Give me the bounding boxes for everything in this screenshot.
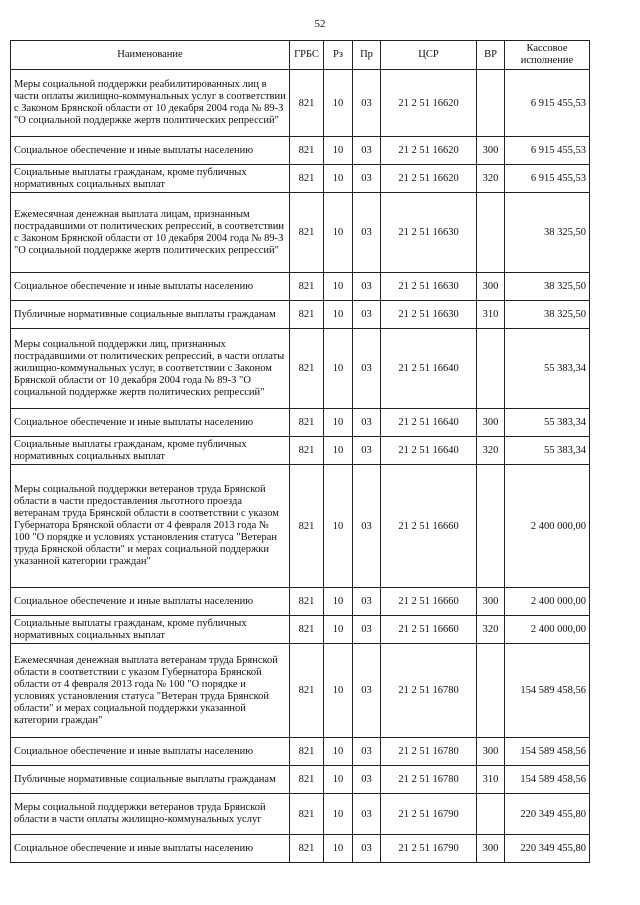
- cell-name: Меры социальной поддержки ветеранов труда Брянской области в части предоставления льготного проезда ветеранам труда Брянской области в соответствии с указом Губернатора Брянской области от 4 февраля 2013 года № 100 "О порядке и условиях установления статуса "Ветеран труда Брянской области" и мерах социальной поддержки указанной категории граждан": [11, 465, 290, 588]
- cell-grbs: 821: [290, 766, 324, 794]
- cell-grbs: 821: [290, 409, 324, 437]
- cell-grbs: 821: [290, 193, 324, 273]
- cell-rz: 10: [324, 465, 353, 588]
- cell-pr: 03: [353, 644, 381, 738]
- budget-execution-table: [10, 40, 590, 863]
- cell-rz: 10: [324, 273, 353, 301]
- cell-csr: 21 2 51 16630: [381, 273, 477, 301]
- cell-vr: 300: [477, 273, 505, 301]
- cell-amount: 2 400 000,00: [505, 588, 590, 616]
- table-row: [11, 766, 590, 794]
- cell-pr: 03: [353, 465, 381, 588]
- cell-pr: 03: [353, 794, 381, 835]
- cell-pr: 03: [353, 329, 381, 409]
- table-row: [11, 273, 590, 301]
- cell-pr: 03: [353, 588, 381, 616]
- cell-vr: 310: [477, 766, 505, 794]
- cell-csr: 21 2 51 16620: [381, 137, 477, 165]
- cell-name: Меры социальной поддержки лиц, признанных пострадавшими от политических репрессий, в части оплаты жилищно-коммунальных услуг, в соответствии с Законом Брянской области от 10 декабря 2004 года № 89-З "О социальной поддержке жертв политических репрессий": [11, 329, 290, 409]
- cell-csr: 21 2 51 16620: [381, 165, 477, 193]
- cell-pr: 03: [353, 137, 381, 165]
- cell-name: Меры социальной поддержки реабилитированных лиц в части оплаты жилищно-коммунальных услуг в соответствии с Законом Брянской области от 10 декабря 2004 года № 89-З "О социальной поддержке жертв политических репрессий": [11, 70, 290, 137]
- cell-rz: 10: [324, 616, 353, 644]
- cell-name: Социальные выплаты гражданам, кроме публичных нормативных социальных выплат: [11, 165, 290, 193]
- cell-amount: 154 589 458,56: [505, 644, 590, 738]
- cell-grbs: 821: [290, 616, 324, 644]
- cell-rz: 10: [324, 193, 353, 273]
- header-rz: Рз: [324, 41, 353, 70]
- cell-name: Социальное обеспечение и иные выплаты населению: [11, 738, 290, 766]
- cell-pr: 03: [353, 616, 381, 644]
- cell-csr: 21 2 51 16640: [381, 409, 477, 437]
- cell-vr: [477, 794, 505, 835]
- cell-amount: 154 589 458,56: [505, 738, 590, 766]
- cell-amount: 2 400 000,00: [505, 616, 590, 644]
- table-row: [11, 588, 590, 616]
- table-row: [11, 137, 590, 165]
- cell-csr: 21 2 51 16630: [381, 193, 477, 273]
- cell-amount: 6 915 455,53: [505, 165, 590, 193]
- cell-csr: 21 2 51 16640: [381, 437, 477, 465]
- cell-name: Меры социальной поддержки ветеранов труда Брянской области в части оплаты жилищно-коммунальных услуг: [11, 794, 290, 835]
- cell-pr: 03: [353, 738, 381, 766]
- table-row: [11, 409, 590, 437]
- cell-csr: 21 2 51 16780: [381, 644, 477, 738]
- cell-vr: [477, 329, 505, 409]
- table-row: [11, 644, 590, 738]
- cell-grbs: 821: [290, 437, 324, 465]
- header-grbs: ГРБС: [290, 41, 324, 70]
- cell-rz: 10: [324, 766, 353, 794]
- table-row: [11, 794, 590, 835]
- cell-rz: 10: [324, 137, 353, 165]
- table-row: [11, 835, 590, 863]
- cell-pr: 03: [353, 301, 381, 329]
- cell-grbs: 821: [290, 137, 324, 165]
- cell-name: Публичные нормативные социальные выплаты гражданам: [11, 301, 290, 329]
- cell-amount: 38 325,50: [505, 193, 590, 273]
- cell-rz: 10: [324, 301, 353, 329]
- cell-name: Социальное обеспечение и иные выплаты населению: [11, 273, 290, 301]
- cell-rz: 10: [324, 437, 353, 465]
- cell-rz: 10: [324, 329, 353, 409]
- cell-csr: 21 2 51 16630: [381, 301, 477, 329]
- cell-vr: 320: [477, 616, 505, 644]
- cell-rz: 10: [324, 70, 353, 137]
- table-row: [11, 465, 590, 588]
- cell-amount: 55 383,34: [505, 437, 590, 465]
- cell-grbs: 821: [290, 588, 324, 616]
- header-row: [11, 41, 590, 70]
- cell-amount: 154 589 458,56: [505, 766, 590, 794]
- cell-csr: 21 2 51 16660: [381, 588, 477, 616]
- cell-name: Социальное обеспечение и иные выплаты населению: [11, 137, 290, 165]
- cell-csr: 21 2 51 16780: [381, 738, 477, 766]
- cell-csr: 21 2 51 16790: [381, 835, 477, 863]
- cell-rz: 10: [324, 738, 353, 766]
- header-vr: ВР: [477, 41, 505, 70]
- cell-csr: 21 2 51 16660: [381, 616, 477, 644]
- cell-amount: 2 400 000,00: [505, 465, 590, 588]
- cell-grbs: 821: [290, 301, 324, 329]
- cell-amount: 220 349 455,80: [505, 835, 590, 863]
- cell-grbs: 821: [290, 794, 324, 835]
- cell-vr: 300: [477, 835, 505, 863]
- cell-vr: 310: [477, 301, 505, 329]
- cell-name: Ежемесячная денежная выплата лицам, признанным пострадавшими от политических репрессий, в соответствии с Законом Брянской области от 10 декабря 2004 года № 89-З "О социальной поддержке жертв политических репрессий": [11, 193, 290, 273]
- cell-vr: 300: [477, 409, 505, 437]
- cell-grbs: 821: [290, 835, 324, 863]
- cell-pr: 03: [353, 835, 381, 863]
- cell-name: Социальные выплаты гражданам, кроме публичных нормативных социальных выплат: [11, 616, 290, 644]
- cell-vr: [477, 644, 505, 738]
- cell-vr: 300: [477, 137, 505, 165]
- cell-vr: [477, 465, 505, 588]
- cell-name: Ежемесячная денежная выплата ветеранам труда Брянской области в соответствии с указом Губернатора Брянской области от 4 февраля 2013 года № 100 "О порядке и условиях установления статуса "Ветеран труда Брянской области" и мерах социальной поддержки указанной категории граждан": [11, 644, 290, 738]
- cell-vr: 320: [477, 165, 505, 193]
- header-csr: ЦСР: [381, 41, 477, 70]
- cell-amount: 220 349 455,80: [505, 794, 590, 835]
- cell-amount: 55 383,34: [505, 409, 590, 437]
- cell-vr: 320: [477, 437, 505, 465]
- cell-pr: 03: [353, 409, 381, 437]
- cell-vr: [477, 193, 505, 273]
- cell-csr: 21 2 51 16620: [381, 70, 477, 137]
- cell-rz: 10: [324, 644, 353, 738]
- table-body: [11, 70, 590, 863]
- cell-pr: 03: [353, 165, 381, 193]
- cell-amount: 38 325,50: [505, 273, 590, 301]
- table-row: [11, 437, 590, 465]
- cell-csr: 21 2 51 16640: [381, 329, 477, 409]
- cell-pr: 03: [353, 70, 381, 137]
- cell-amount: 6 915 455,53: [505, 137, 590, 165]
- cell-name: Социальные выплаты гражданам, кроме публичных нормативных социальных выплат: [11, 437, 290, 465]
- header-name: Наименование: [11, 41, 290, 70]
- cell-rz: 10: [324, 835, 353, 863]
- cell-grbs: 821: [290, 738, 324, 766]
- cell-amount: 6 915 455,53: [505, 70, 590, 137]
- cell-name: Социальное обеспечение и иные выплаты населению: [11, 835, 290, 863]
- cell-pr: 03: [353, 766, 381, 794]
- page-number: 52: [314, 18, 326, 30]
- table-row: [11, 70, 590, 137]
- cell-name: Социальное обеспечение и иные выплаты населению: [11, 409, 290, 437]
- table-row: [11, 193, 590, 273]
- cell-pr: 03: [353, 273, 381, 301]
- cell-rz: 10: [324, 409, 353, 437]
- cell-pr: 03: [353, 437, 381, 465]
- cell-amount: 38 325,50: [505, 301, 590, 329]
- cell-grbs: 821: [290, 70, 324, 137]
- cell-csr: 21 2 51 16780: [381, 766, 477, 794]
- cell-csr: 21 2 51 16790: [381, 794, 477, 835]
- cell-grbs: 821: [290, 465, 324, 588]
- cell-amount: 55 383,34: [505, 329, 590, 409]
- table-row: [11, 738, 590, 766]
- table-row: [11, 165, 590, 193]
- cell-grbs: 821: [290, 165, 324, 193]
- cell-vr: 300: [477, 738, 505, 766]
- header-amount: Кассовое исполнение: [505, 41, 590, 70]
- cell-csr: 21 2 51 16660: [381, 465, 477, 588]
- cell-rz: 10: [324, 165, 353, 193]
- table-header: [11, 41, 590, 70]
- cell-rz: 10: [324, 588, 353, 616]
- cell-grbs: 821: [290, 329, 324, 409]
- header-pr: Пр: [353, 41, 381, 70]
- table-row: [11, 301, 590, 329]
- cell-grbs: 821: [290, 644, 324, 738]
- cell-vr: [477, 70, 505, 137]
- cell-name: Социальное обеспечение и иные выплаты населению: [11, 588, 290, 616]
- cell-pr: 03: [353, 193, 381, 273]
- cell-rz: 10: [324, 794, 353, 835]
- cell-name: Публичные нормативные социальные выплаты гражданам: [11, 766, 290, 794]
- cell-vr: 300: [477, 588, 505, 616]
- table-row: [11, 329, 590, 409]
- cell-grbs: 821: [290, 273, 324, 301]
- table-row: [11, 616, 590, 644]
